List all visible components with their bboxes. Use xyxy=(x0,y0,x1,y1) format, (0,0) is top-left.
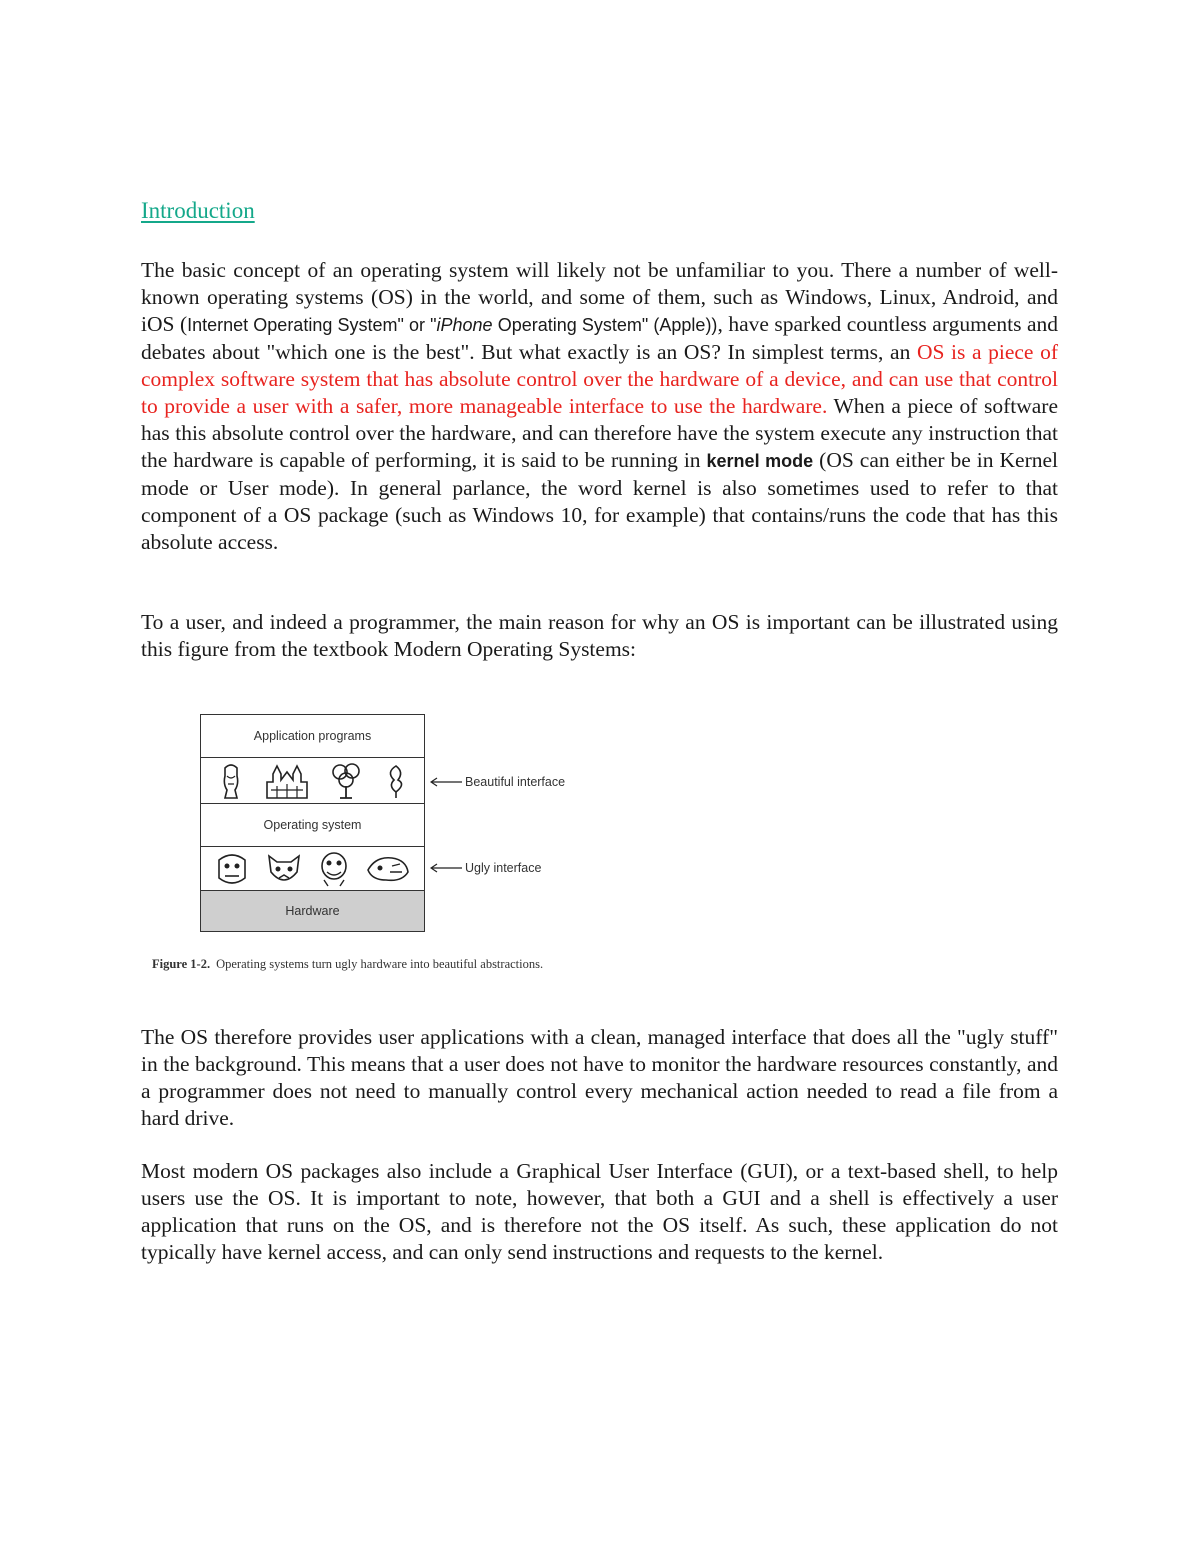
figure-icon-monster-2 xyxy=(265,850,303,888)
intro-text-d: Operating System" (Apple)) xyxy=(492,315,718,335)
intro-text-e: , have sparked countless arguments and debates about "which one is the best". But what exactly is an OS? In simplest terms, an xyxy=(141,312,1058,364)
paragraph-gui-shell: Most modern OS packages also include a Graphical User Interface (GUI), or a text-based shell, to help users use the OS. It is important to note, however, that both a GUI and a shell is effectively a user application that runs on the OS, and is therefore not the OS itself. As such, these application do not typically have kernel access, and can only send instructions and requests to the kernel. xyxy=(141,1159,1058,1264)
figure-icon-flower xyxy=(384,762,408,800)
arrow-left-icon xyxy=(430,777,462,787)
intro-text-iphone: iPhone xyxy=(436,315,493,335)
layer-hardware: Hardware xyxy=(201,891,424,931)
ugly-interface-label: Ugly interface xyxy=(430,861,541,875)
os-definition-highlight: OS is a piece of complex software system that has absolute control over the hardware of a device, and can use that control to provide a user with a safer, more manageable interface to use the hardware. xyxy=(141,340,1058,418)
figure-icon-tree xyxy=(328,762,364,800)
ugly-interface-row xyxy=(201,847,424,891)
figure-icon-castle xyxy=(265,762,309,800)
beautiful-interface-label: Beautiful interface xyxy=(430,775,565,789)
section-heading: Introduction xyxy=(141,198,255,223)
arrow-left-icon xyxy=(430,863,462,873)
intro-text-a: The basic concept of an operating system will likely not be unfamiliar to you. There a number of well-known operating systems (OS) in the world, and some of them, such as Windows, Linux, Android, and iOS ( xyxy=(141,258,1058,336)
intro-text-i: (OS can either be in Kernel mode or User mode). In general parlance, the word kernel is also sometimes used to refer to that component of a OS package (such as Windows 10, for example) that contains/runs the code that has this absolute access. xyxy=(141,448,1059,554)
intro-text-b: Internet Operating System" or " xyxy=(187,315,437,335)
paragraph-intro xyxy=(141,257,1058,556)
layer-stack-diagram xyxy=(200,714,425,932)
figure-icon-woman xyxy=(217,762,245,800)
layer-operating-system: Operating system xyxy=(201,804,424,847)
paragraph-figure-intro: To a user, and indeed a programmer, the main reason for why an OS is important can be illustrated using this figure from the textbook Modern Operating Systems: xyxy=(141,610,1058,661)
figure-icon-monster-4 xyxy=(366,850,410,888)
figure-icon-monster-1 xyxy=(215,850,249,888)
paragraph-clean-interface: The OS therefore provides user applications with a clean, managed interface that does all the "ugly stuff" in the background. This means that a user does not have to monitor the hardware resources constantly, and a programmer does not need to manually control every mechanical action needed to read a file from a hard drive. xyxy=(141,1025,1058,1130)
beautiful-interface-row xyxy=(201,758,424,804)
layer-application-programs: Application programs xyxy=(201,715,424,758)
figure-icon-monster-3 xyxy=(318,850,350,888)
kernel-mode-term: kernel mode xyxy=(706,451,814,471)
os-abstraction-figure xyxy=(152,714,620,984)
intro-text-g: When a piece of software has this absolute control over the hardware, and can therefore have the system execute any instruction that the hardware is capable of performing, it is said to be running in xyxy=(141,394,1058,472)
figure-caption: Figure 1-2. Operating systems turn ugly hardware into beautiful abstractions. xyxy=(152,957,544,971)
